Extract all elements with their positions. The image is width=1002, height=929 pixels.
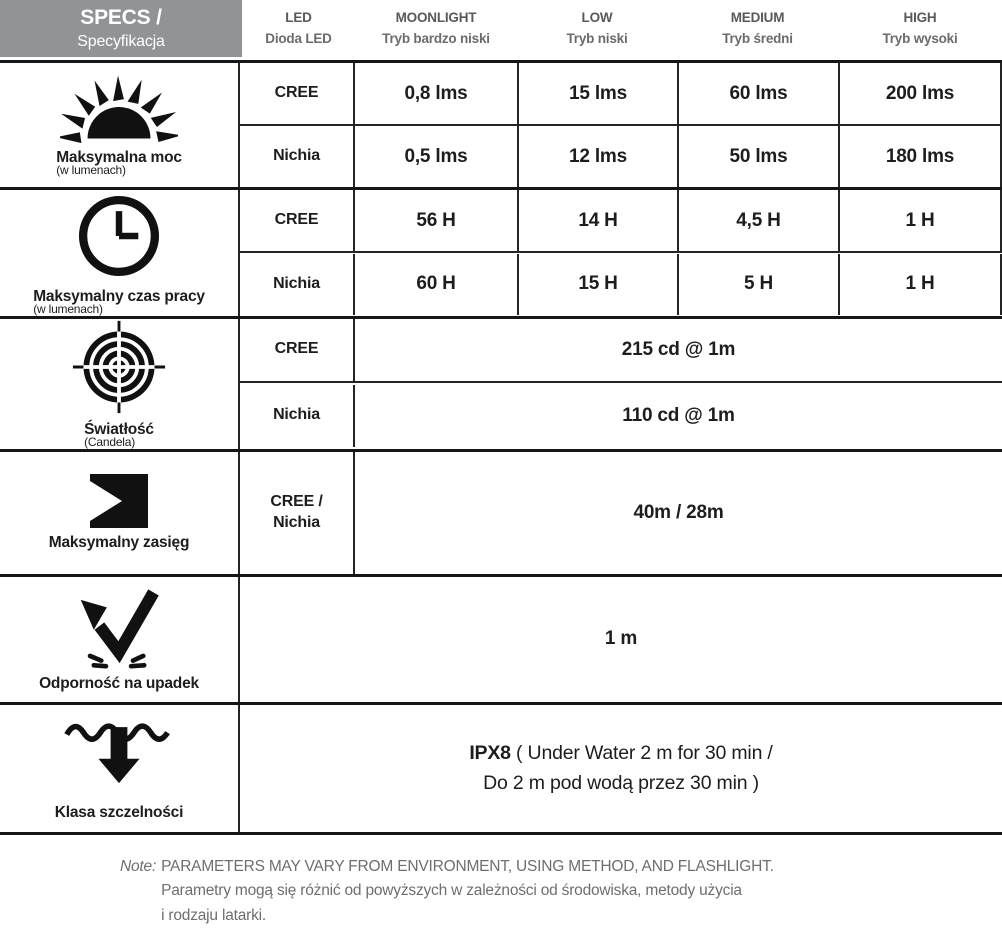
max-output-cree-led-cell: CREE (240, 63, 355, 126)
max-runtime-label-cell (0, 190, 240, 316)
column-header-medium-pl: Tryb średni (722, 30, 793, 46)
column-header-low-en: LOW (581, 10, 613, 26)
note-line-1: PARAMETERS MAY VARY FROM ENVIRONMENT, USING METHOD, AND FLASHLIGHT. (161, 857, 774, 875)
section-max-output (0, 60, 1002, 187)
column-header-high-en: HIGH (903, 10, 937, 26)
footnote (120, 855, 1002, 929)
max-output-label-cell (0, 63, 240, 187)
specs-title-box (0, 0, 242, 57)
max-output-sublabel: (w lumenach) (56, 162, 126, 177)
max-runtime-sublabel: (w lumenach) (33, 301, 103, 316)
column-header-moonlight-en: MOONLIGHT (395, 10, 477, 26)
sun-icon (60, 73, 178, 143)
max-output-nichia-medium: 50 lms (677, 126, 838, 187)
max-range-label: Maksymalny zasięg (48, 533, 190, 551)
note-lines (161, 855, 774, 929)
section-max-range (0, 449, 1002, 574)
max-output-nichia-high: 180 lms (838, 126, 1002, 187)
waterproof-value-line1 (469, 738, 772, 768)
max-runtime-cree-low: 14 H (517, 190, 677, 253)
max-output-nichia-led-cell: Nichia (240, 126, 355, 187)
max-range-value: 40m / 28m (633, 501, 724, 523)
intensity-cree-led-cell: CREE (240, 319, 355, 383)
impact-value: 1 m (604, 628, 638, 650)
note-line-3: i rodzaju latarki. (161, 907, 267, 925)
intensity-label-cell (0, 319, 240, 449)
max-runtime-nichia-medium: 5 H (677, 254, 838, 315)
waterproof-ipx8: IPX8 (469, 741, 511, 764)
spec-table (0, 60, 1002, 835)
max-runtime-nichia-moonlight: 60 H (416, 273, 456, 295)
water-arrow-icon (60, 714, 178, 798)
intensity-nichia-led-cell: Nichia (240, 385, 355, 447)
column-header-medium-en: MEDIUM (730, 10, 785, 26)
max-output-label: Maksymalna moc (56, 149, 182, 167)
note-label: Note: (120, 857, 157, 875)
column-header-low-pl: Tryb niski (566, 30, 628, 46)
max-runtime-cree-led-cell: CREE (240, 190, 355, 253)
section-waterproof (0, 702, 1002, 835)
flag-icon (90, 474, 148, 528)
max-range-led-cell (240, 452, 355, 574)
target-icon (71, 319, 167, 415)
column-header-led-en: LED (285, 10, 312, 26)
column-header-high-pl: Tryb wysoki (882, 30, 958, 46)
max-runtime-nichia-low: 15 H (517, 254, 677, 315)
section-intensity (0, 316, 1002, 449)
max-range-led-line2: Nichia (273, 513, 320, 531)
clock-icon (73, 190, 165, 282)
intensity-sublabel: (Candela) (84, 434, 136, 449)
intensity-label: Światłość (84, 420, 154, 438)
max-runtime-cree-high: 1 H (838, 190, 1002, 253)
max-output-nichia-moonlight: 0,5 lms (404, 145, 468, 167)
max-runtime-cree-moonlight: 56 H (355, 190, 517, 253)
waterproof-value-line2: Do 2 m pod wodą przez 30 min ) (483, 772, 759, 795)
max-output-nichia-low: 12 lms (517, 126, 677, 187)
column-header-high (838, 0, 1002, 57)
column-header-medium (677, 0, 838, 57)
table-header (0, 0, 1002, 60)
waterproof-label: Klasa szczelności (54, 804, 184, 822)
max-range-label-cell (0, 452, 240, 574)
max-output-cree-high: 200 lms (838, 63, 1002, 126)
impact-label-cell (0, 577, 240, 702)
section-max-runtime (0, 187, 1002, 316)
column-header-moonlight-pl: Tryb bardzo niski (382, 30, 490, 46)
waterproof-label-cell (0, 705, 240, 832)
max-range-led-line1: CREE / (270, 492, 323, 510)
note-line-2: Parametry mogą się różnić od powyższych w zależności od środowiska, metody użycia (161, 882, 742, 900)
max-runtime-label: Maksymalny czas pracy (33, 288, 205, 305)
drop-impact-icon (64, 585, 174, 669)
max-runtime-nichia-led-cell: Nichia (240, 254, 355, 315)
max-output-cree-moonlight: 0,8 lms (355, 63, 517, 126)
max-runtime-nichia-high: 1 H (838, 254, 1002, 315)
specs-title-pl: Specyfikacja (77, 32, 165, 50)
waterproof-line1-rest: ( Under Water 2 m for 30 min / (510, 741, 773, 764)
column-header-led (242, 0, 355, 57)
max-output-cree-low: 15 lms (517, 63, 677, 126)
intensity-cree-value: 215 cd @ 1m (355, 319, 1002, 383)
column-header-led-pl: Dioda LED (265, 30, 332, 46)
intensity-nichia-value: 110 cd @ 1m (622, 404, 735, 426)
section-impact-resistance (0, 574, 1002, 702)
specs-title-en: SPECS / (80, 6, 162, 30)
column-header-low (517, 0, 677, 57)
impact-label: Odporność na upadek (39, 675, 199, 693)
column-header-moonlight (355, 0, 517, 57)
max-output-cree-medium: 60 lms (677, 63, 838, 126)
max-runtime-cree-medium: 4,5 H (677, 190, 838, 253)
waterproof-value (240, 705, 1002, 832)
